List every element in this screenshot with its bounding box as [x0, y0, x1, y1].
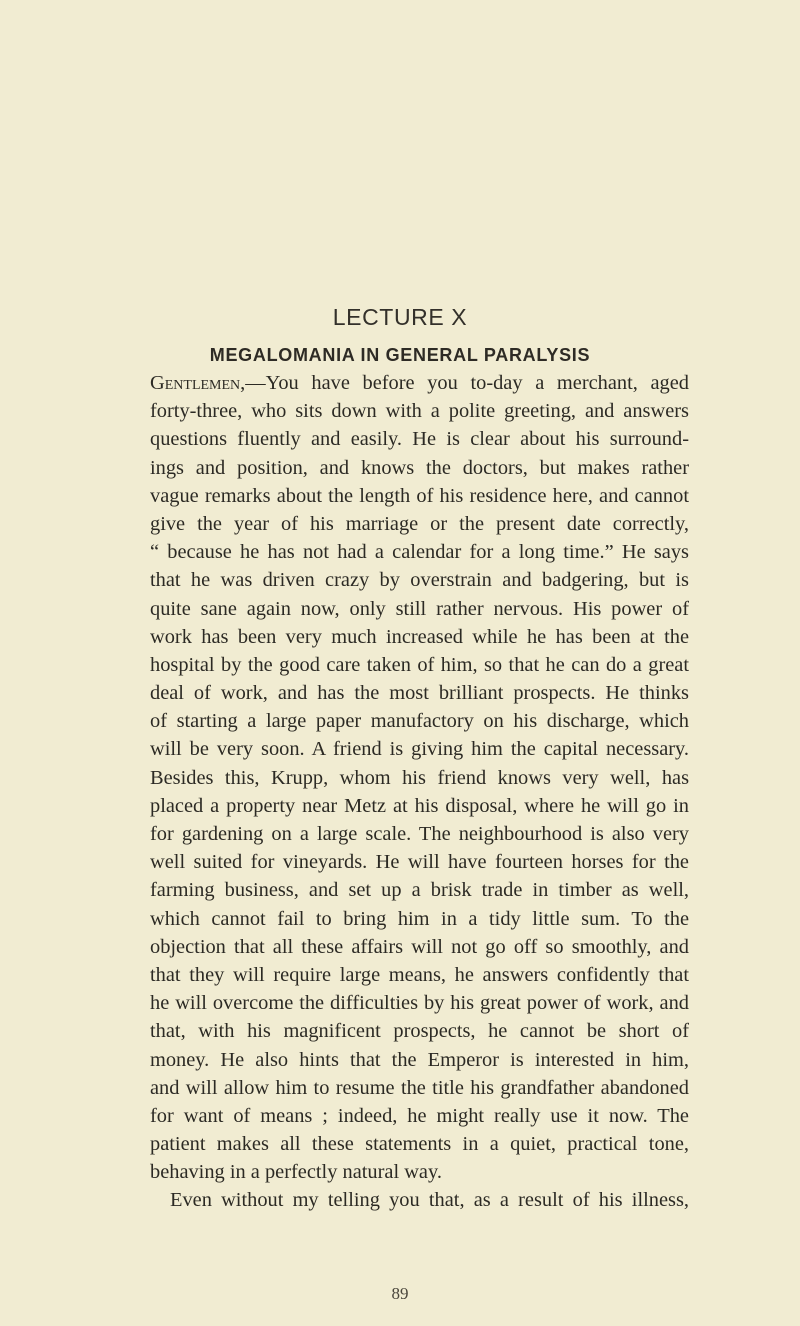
text-line: forty-three, who sits down with a polite greeting, and answers	[150, 400, 689, 423]
lecture-title: MEGALOMANIA IN GENERAL PARALYSIS	[209, 345, 591, 365]
text-line: vague remarks about the length of his residence here, and cannot	[150, 484, 689, 507]
text-line: that, with his magnificent prospects, he cannot be short of	[150, 1020, 689, 1043]
page-number: 89	[391, 1284, 409, 1303]
first-line-rest: —You have before you to-day a merchant, aged	[245, 372, 689, 394]
text-line: for want of means ; indeed, he might really use it now. The	[150, 1104, 689, 1127]
text-line: money. He also hints that the Emperor is interested in him,	[150, 1048, 689, 1071]
text-line: “ because he has not had a calendar for a long time.” He says	[150, 541, 689, 564]
salutation: Gentlemen,	[150, 372, 246, 394]
text-line: for gardening on a large scale. The neighbourhood is also very	[150, 823, 689, 845]
text-line: quite sane again now, only still rather nervous. His power of	[150, 597, 689, 620]
text-line: that they will require large means, he answers confidently that	[150, 963, 689, 986]
text-line: well suited for vineyards. He will have fourteen horses for the	[150, 851, 689, 874]
text-line: give the year of his marriage or the present date correctly,	[150, 512, 689, 535]
text-line: of starting a large paper manufactory on his discharge, which	[150, 710, 689, 733]
text-line: he will overcome the difficulties by his great power of work, and	[150, 992, 689, 1015]
text-line: that he was driven crazy by overstrain and badgering, but is	[150, 569, 689, 592]
text-line: ings and position, and knows the doctors, but makes rather	[150, 456, 689, 479]
text-line-1	[150, 369, 689, 397]
text-line: patient makes all these statements in a quiet, practical tone,	[150, 1133, 689, 1156]
text-line: farming business, and set up a brisk trade in timber as well,	[150, 879, 689, 902]
text-line: objection that all these affairs will not go off so smoothly, and	[150, 935, 689, 958]
text-line: work has been very much increased while he has been at the	[150, 625, 689, 648]
text-line: questions fluently and easily. He is clear about his surround-	[150, 428, 689, 451]
text-line: and will allow him to resume the title his grandfather abandoned	[150, 1076, 689, 1099]
text-line: hospital by the good care taken of him, so that he can do a great	[150, 653, 689, 676]
text-line: deal of work, and has the most brilliant prospects. He thinks	[150, 682, 689, 705]
text-line: which cannot fail to bring him in a tidy little sum. To the	[150, 907, 689, 930]
text-line: placed a property near Metz at his disposal, where he will go in	[150, 794, 689, 817]
text-line-next-paragraph: Even without my telling you that, as a result of his illness,	[170, 1189, 689, 1212]
text-line: will be very soon. A friend is giving him the capital necessary.	[150, 738, 689, 761]
text-line-paragraph-end: behaving in a perfectly natural way.	[150, 1161, 442, 1184]
body-text	[150, 369, 689, 1215]
text-line: Besides this, Krupp, whom his friend knows very well, has	[150, 766, 689, 789]
lecture-number: LECTURE X	[332, 304, 468, 330]
